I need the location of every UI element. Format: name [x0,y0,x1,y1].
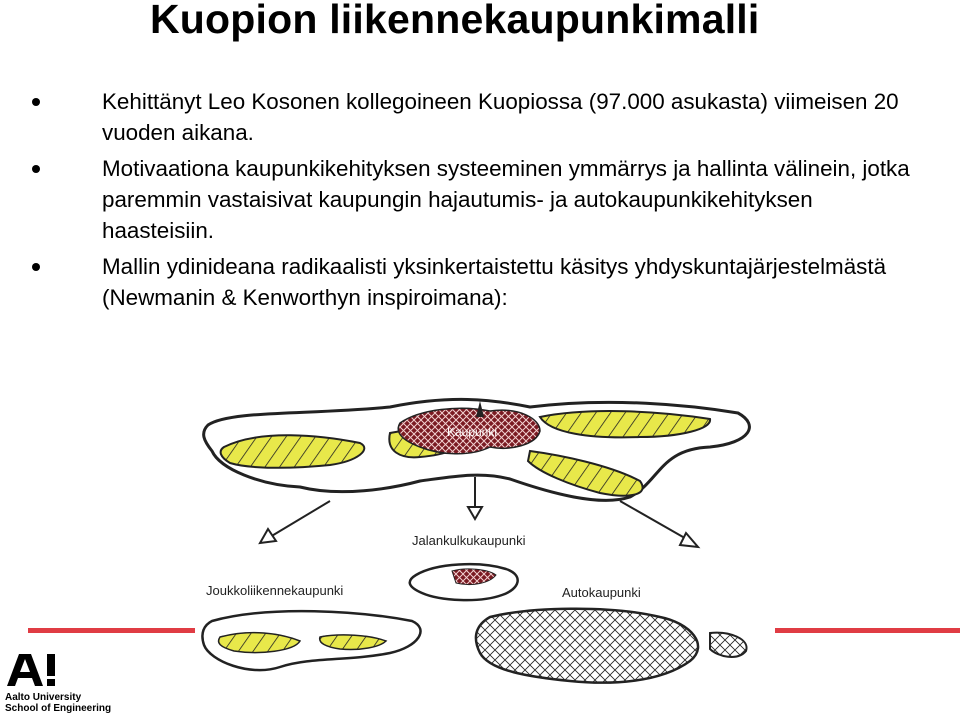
transit-zone-right [540,411,710,437]
car-city-sprawl [710,633,747,657]
aalto-logo-icon [5,652,65,690]
bullet-item [30,251,930,313]
arrow-down-icon [468,507,482,519]
pedestrian-city-label: Jalankulkukaupunki [412,533,526,548]
traffic-city-diagram [190,385,770,716]
footer-red-bar-left [28,628,195,633]
center-label: Kaupunki [446,425,498,439]
footer-red-bar-right [775,628,960,633]
transit-city-zone-small [320,635,386,650]
school-label: School of Engineering [5,703,112,714]
pedestrian-core [452,569,496,585]
bullet-dot-icon [32,263,40,271]
arrow-left-icon [260,529,276,543]
bullet-dot-icon [32,165,40,173]
transit-city-label: Joukkoliikennekaupunki [206,583,344,598]
university-name [5,692,111,714]
car-city-label: Autokaupunki [562,585,641,600]
transit-zone-left [221,435,365,468]
university-label: Aalto University [5,692,82,703]
bullet-text: Motivaationa kaupunkikehityksen systeeminen ymmärrys ja hallinta välinein, jotka paremmin vastaisivat kaupungin hajautumis- ja autokaupunkikehityksen haasteisiin. [102,156,910,243]
bullet-text: Mallin ydinideana radikaalisti yksinkertaistettu käsitys yhdyskuntajärjestelmästä (Newmanin & Kenworthyn inspiroimana): [102,254,887,310]
slide-title: Kuopion liikennekaupunkimalli [150,0,760,42]
bullet-item [30,86,930,148]
bullet-list [30,86,930,318]
bullet-text: Kehittänyt Leo Kosonen kollegoineen Kuopiossa (97.000 asukasta) viimeisen 20 vuoden aikana. [102,89,899,145]
arrow-right-icon [680,533,698,547]
transit-city-zone [219,633,300,653]
bullet-item [30,153,930,246]
car-city-shape [476,609,698,683]
bullet-dot-icon [32,98,40,106]
